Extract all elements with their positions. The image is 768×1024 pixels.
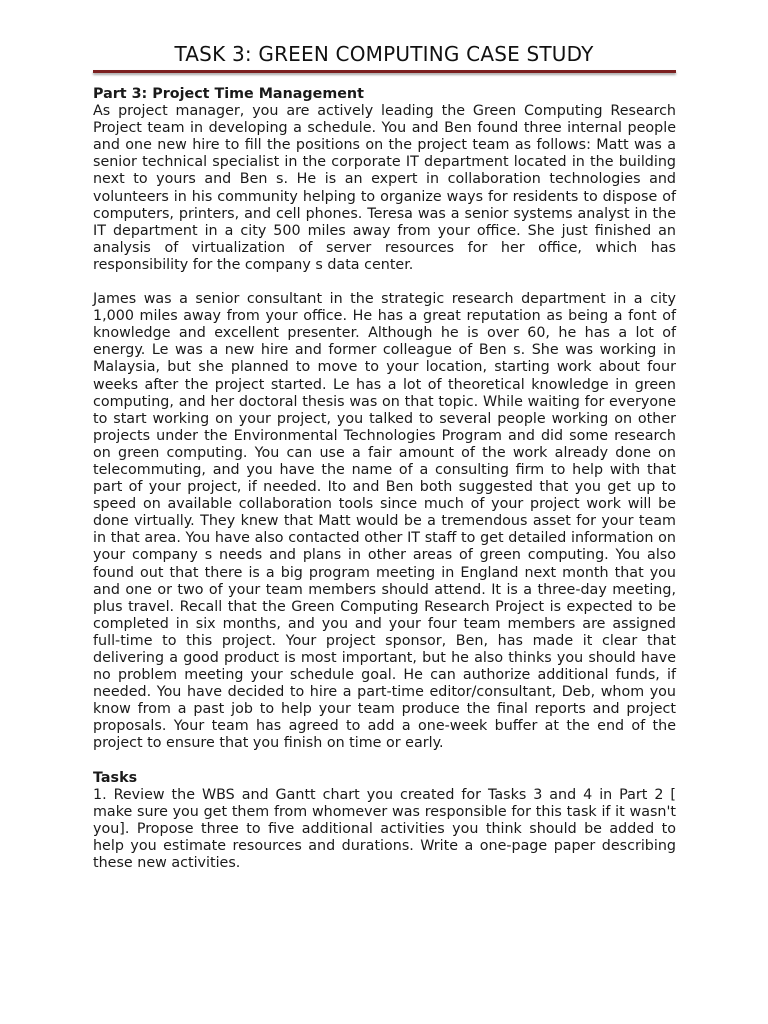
section-heading: Part 3: Project Time Management	[93, 86, 364, 102]
task-item-1: 1. Review the WBS and Gantt chart you created for Tasks 3 and 4 in Part 2 [ make sure you get them from whomever was responsible for this task if it wasn't you]. Propose three to five additional activities you think should be added to help you estimate resources and durations. Write a one-page paper describing these new activities.	[93, 786, 676, 872]
tasks-heading: Tasks	[93, 769, 138, 786]
paragraph-2: James was a senior consultant in the strategic research department in a city 1,000 miles away from your office. He has a great reputation as being a font of knowledge and excellent presenter. Although he is over 60, he has a lot of energy. Le was a new hire and former colleague of Ben s. She was working in Malaysia, but she planned to move to your location, starting work about four weeks after the project started. Le has a lot of theoretical knowledge in green computing, and her doctoral thesis was on that topic. While waiting for everyone to start working on your project, you talked to several people working on other projects under the Environmental Technologies Program and did some research on green computing. You can use a fair amount of the work already done on telecommuting, and you have the name of a consulting firm to help with that part of your project, if needed. Ito and Ben both suggested that you get up to speed on available collaboration tools since much of your project work will be done virtually. They knew that Matt would be a tremendous asset for your team in that area. You have also contacted other IT staff to get detailed information on your company s needs and plans in other areas of green computing. You also found out that there is a big program meeting in England next month that you and one or two of your team members should attend. It is a three-day meeting, plus travel. Recall that the Green Computing Research Project is expected to be completed in six months, and you and your four team members are assigned full-time to this project. Your project sponsor, Ben, has made it clear that delivering a good product is most important, but he also thinks you should have no problem meeting your schedule goal. He can authorize additional funds, if needed. You have decided to hire a part-time editor/consultant, Deb, whom you know from a past job to help your team produce the final reports and project proposals. Your team has agreed to add a one-week buffer at the end of the project to ensure that you finish on time or early.	[93, 291, 676, 752]
document-body	[93, 86, 676, 872]
paragraph-spacer	[93, 753, 676, 770]
paragraph-1: As project manager, you are actively leading the Green Computing Research Project team in developing a schedule. You and Ben found three internal people and one new hire to fill the positions on the project team as follows: Matt was a senior technical specialist in the corporate IT department located in the building next to yours and Ben s. He is an expert in collaboration technologies and volunteers in his community helping to organize ways for residents to dispose of computers, printers, and cell phones. Teresa was a senior systems analyst in the IT department in a city 500 miles away from your office. She just finished an analysis of virtualization of server resources for her office, which has responsibility for the company s data center.	[93, 103, 676, 273]
title-divider	[93, 70, 676, 73]
document-title: TASK 3: GREEN COMPUTING CASE STUDY	[174, 42, 594, 66]
paragraph-spacer	[93, 274, 676, 291]
